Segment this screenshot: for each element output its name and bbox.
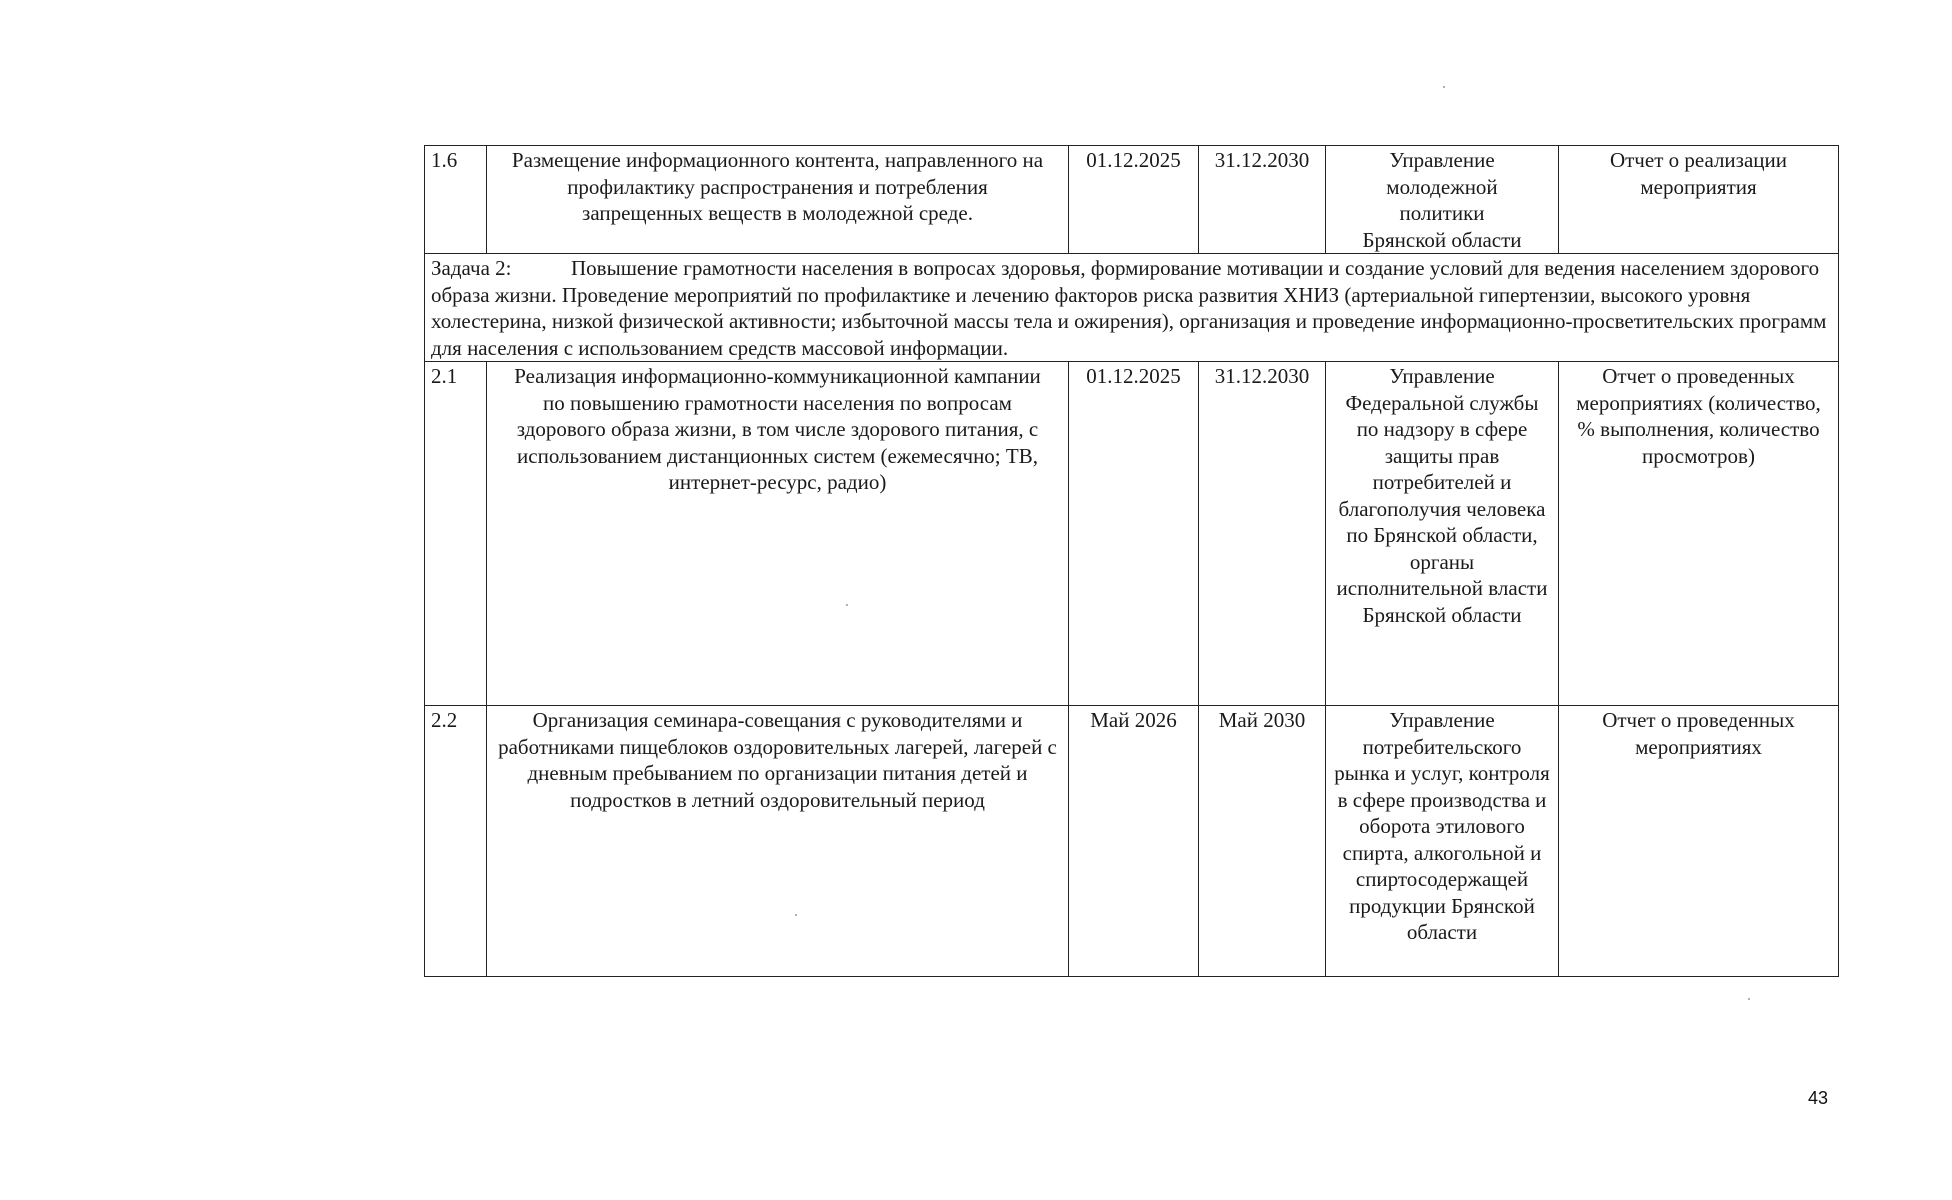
end-date-cell: 31.12.2030 [1199,146,1326,254]
task-row [425,254,1839,362]
result-cell: Отчет о проведенных мероприятиях (количество, % выполнения, количество просмотров) [1559,362,1839,706]
scan-speck [1443,86,1445,88]
responsible-cell: Управление потребительского рынка и услуг, контроля в сфере производства и оборота этилового спирта, алкогольной и спиртосодержащей продукции Брянской области [1326,706,1559,977]
task-label: Задача 2: [431,256,512,280]
scan-speck [846,604,848,606]
start-date-cell: 01.12.2025 [1069,146,1199,254]
page-number: 43 [1808,1088,1829,1108]
activities-table [424,145,1839,977]
activity-cell: Реализация информационно-коммуникационной кампании по повышению грамотности населения по вопросам здорового образа жизни, в том числе здорового питания, с использованием дистанционных систем (ежемесячно; ТВ, интернет-ресурс, радио) [487,362,1069,706]
activity-cell: Организация семинара-совещания с руководителями и работниками пищеблоков оздоровительных лагерей, лагерей с дневным пребыванием по организации питания детей и подростков в летний оздоровительный период [487,706,1069,977]
row-number: 1.6 [425,146,487,254]
scan-speck [795,914,797,916]
task-cell [425,254,1839,362]
result-cell: Отчет о реализации мероприятия [1559,146,1839,254]
start-date-cell: 01.12.2025 [1069,362,1199,706]
end-date-cell: 31.12.2030 [1199,362,1326,706]
row-number: 2.2 [425,706,487,977]
activity-cell: Размещение информационного контента, направленного на профилактику распространения и потребления запрещенных веществ в молодежной среде. [487,146,1069,254]
task-text: Повышение грамотности населения в вопросах здоровья, формирование мотивации и создание условий для ведения населением здорового образа жизни. Проведение мероприятий по профилактике и лечению факторов риска развития ХНИЗ (артериальной гипертензии, высокого уровня холестерина, низкой физической активности; избыточной массы тела и ожирения), организация и проведение информационно-просветительских программ для населения с использованием средств массовой информации. [431,256,1827,360]
row-number: 2.1 [425,362,487,706]
table-row [425,146,1839,254]
scan-speck [1748,998,1750,1000]
table-row [425,706,1839,977]
responsible-cell: Управление Федеральной службы по надзору в сфере защиты прав потребителей и благополучия человека по Брянской области, органы исполнительной власти Брянской области [1326,362,1559,706]
responsible-cell: Управление молодежной политики Брянской области [1326,146,1559,254]
start-date-cell: Май 2026 [1069,706,1199,977]
result-cell: Отчет о проведенных мероприятиях [1559,706,1839,977]
end-date-cell: Май 2030 [1199,706,1326,977]
table-row [425,362,1839,706]
